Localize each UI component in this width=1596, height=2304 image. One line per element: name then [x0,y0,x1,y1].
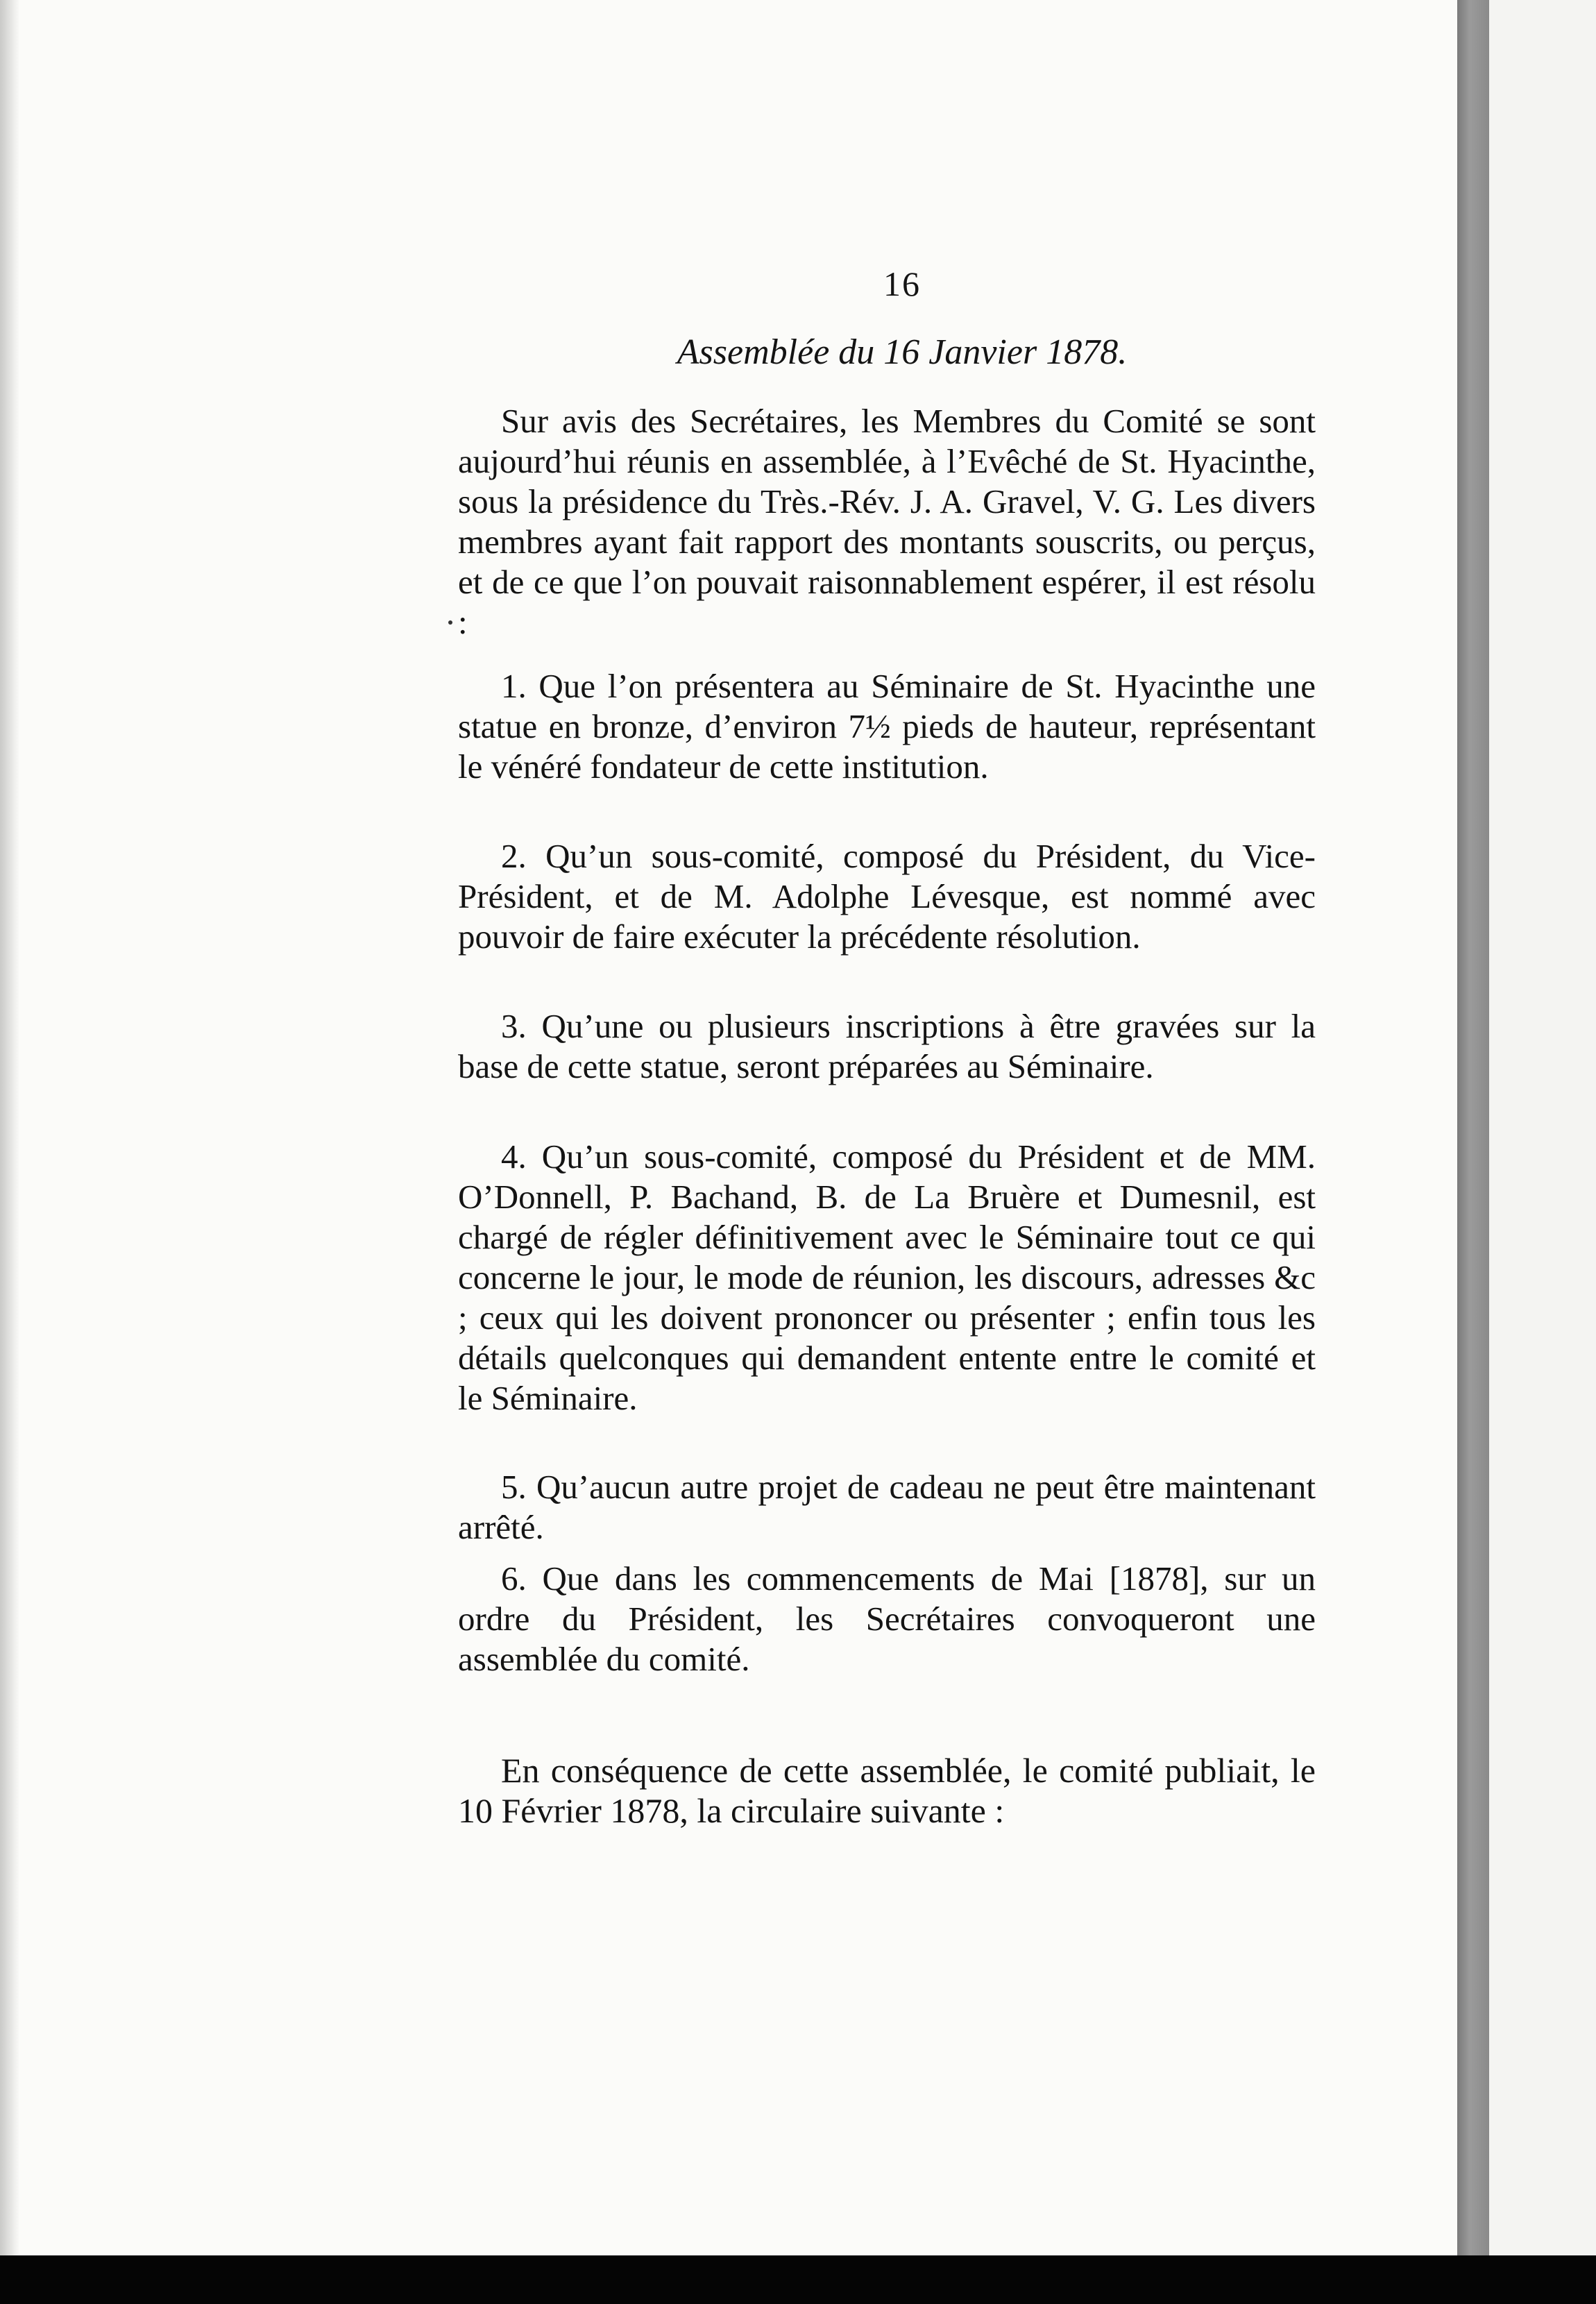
page-number: 16 [883,264,921,303]
adjacent-page-edge [1489,0,1596,2255]
resolution-item: 3. Qu’une ou plusieurs inscriptions à être gravées sur la base de cette statue, seront préparées au Séminaire. [458,1007,1316,1085]
resolution-item: 2. Qu’un sous-comité, composé du Président, du Vice-Président, et de M. Adolphe Lévesque, est nommé avec pouvoir de faire exécuter la précédente résolution. [458,837,1316,956]
resolution-item: 5. Qu’aucun autre projet de cadeau ne peut être maintenant arrêté. [458,1468,1316,1546]
resolution-item: 1. Que l’on présentera au Séminaire de St. Hyacinthe une statue en bronze, d’environ 7½ pieds de hauteur, représentant le vénéré fondateur de cette institution. [458,667,1316,786]
resolution-item: 6. Que dans les commencements de Mai [1878], sur un ordre du Président, les Secrétaires convoqueront une assemblée du comité. [458,1559,1316,1678]
resolution-item: 4. Qu’un sous-comité, composé du Président et de MM. O’Donnell, P. Bachand, B. de La Bruère et Dumesnil, est chargé de régler définitivement avec le Séminaire tout ce qui concerne le jour, le mode de réunion, les discours, adresses &c ; ceux qui les doivent prononcer ou présenter ; enfin tous les détails quelconques qui demandent entente entre le comité et le Séminaire. [458,1137,1316,1417]
section-heading: Assemblée du 16 Janvier 1878. [677,332,1128,372]
page-gutter [1457,0,1489,2255]
intro-paragraph: Sur avis des Secrétaires, les Membres du Comité se sont aujourd’hui réunis en assemblée, à l’Evêché de St. Hyacinthe, sous la présidence du Très.-Rév. J. A. Gravel, V. G. Les divers membres ayant fait rapport des montants souscrits, ou perçus, et de ce que l’on pouvait raisonnablement espérer, il est résolu : [458,402,1316,641]
scan-border [0,2255,1596,2304]
closing-paragraph: En conséquence de cette assemblée, le comité publiait, le 10 Février 1878, la circulaire suivante : [458,1751,1316,1830]
